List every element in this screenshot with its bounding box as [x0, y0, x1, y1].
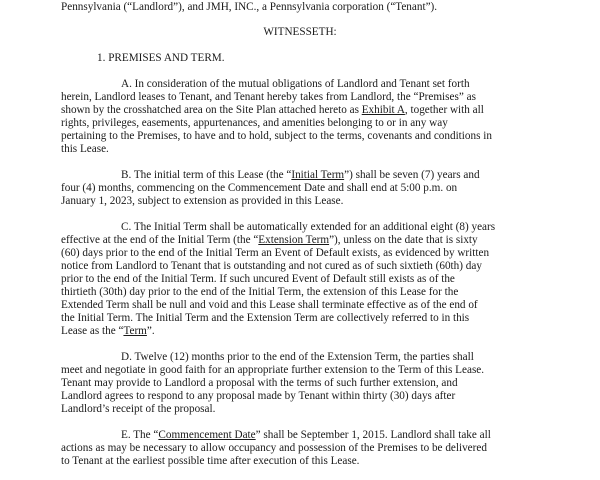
paragraph-a-line-4 [61, 116, 448, 130]
witnesseth-text: WITNESSETH: [263, 26, 337, 38]
paragraph-text: January 1, 2023, subject to extension as provided in this Lease. [61, 195, 344, 207]
paragraph-d-line-1 [121, 350, 474, 364]
preamble-text: Pennsylvania (“Landlord”), and JMH, INC., a Pennsylvania corporation (“Tenant”). [61, 1, 438, 13]
paragraph-a-line-3 [61, 103, 484, 117]
paragraph-text: ”. [146, 325, 155, 337]
paragraph-text: effective at the end of the Initial Term (the “ [61, 234, 259, 246]
paragraph-text: meet and negotiate in good faith for an appropriate further extension to the Term of this Lease. [61, 364, 485, 376]
paragraph-c-line-4 [61, 259, 482, 273]
paragraph-text: B. The initial term of this Lease (the “ [121, 169, 292, 181]
term-definition: Term [123, 325, 147, 337]
paragraph-c-line-7 [61, 298, 478, 312]
paragraph-text: thirtieth (30th) day prior to the end of the Initial Term, the extension of this Lease for the [61, 286, 459, 298]
paragraph-text: E. The “ [121, 429, 159, 441]
paragraph-c-line-9 [61, 324, 155, 338]
paragraph-c-line-5 [61, 272, 455, 286]
paragraph-c-line-3 [61, 246, 489, 260]
paragraph-text: C. The Initial Term shall be automatically extended for an additional eight (8) years [121, 221, 496, 233]
paragraph-c-line-1 [121, 220, 495, 234]
paragraph-a-line-1 [121, 77, 470, 91]
paragraph-b-line-1 [121, 168, 480, 182]
paragraph-text: notice from Landlord to Tenant that is outstanding and not cured as of such sixtieth (60th) day [61, 260, 482, 272]
paragraph-text: ” shall be September 1, 2015. Landlord shall take all [255, 429, 491, 441]
paragraph-a-line-6 [61, 142, 109, 156]
paragraph-text: prior to the end of the Initial Term. If such uncured Event of Default still exists as of the [61, 273, 455, 285]
section-heading [97, 51, 225, 65]
paragraph-d-line-5 [61, 402, 215, 416]
paragraph-d-line-2 [61, 363, 484, 377]
paragraph-text: the Initial Term. The Initial Term and the Extension Term are collectively referred to in this [61, 312, 470, 324]
paragraph-c-line-8 [61, 311, 469, 325]
paragraph-text: this Lease. [61, 143, 109, 155]
paragraph-b-line-2 [61, 181, 457, 195]
exhibit-a-reference: Exhibit A [361, 104, 405, 116]
paragraph-text: A. In consideration of the mutual obligations of Landlord and Tenant set forth [121, 78, 470, 90]
paragraph-c-line-6 [61, 285, 458, 299]
paragraph-text: Landlord’s receipt of the proposal. [61, 403, 216, 415]
paragraph-text: D. Twelve (12) months prior to the end of the Extension Term, the parties shall [121, 351, 474, 363]
preamble-line [61, 0, 437, 14]
paragraph-text: (60) days prior to the end of the Initial Term an Event of Default exists, as evidenced by written [61, 247, 490, 259]
paragraph-text: Landlord agrees to respond to any proposal made by Tenant within thirty (30) days after [61, 390, 456, 402]
paragraph-text: to Tenant at the earliest possible time after execution of this Lease. [61, 455, 360, 467]
paragraph-text: herein, Landlord leases to Tenant, and Tenant hereby takes from Landlord, the “Premises” as [61, 91, 476, 103]
section-heading-text: 1. PREMISES AND TERM. [97, 52, 225, 64]
paragraph-text: shown by the crosshatched area on the Site Plan attached hereto as [61, 104, 362, 116]
commencement-date-definition: Commencement Date [158, 429, 256, 441]
paragraph-d-line-4 [61, 389, 455, 403]
paragraph-c-line-2 [61, 233, 478, 247]
extension-term-definition: Extension Term [258, 234, 330, 246]
paragraph-text: ”) shall be seven (7) years and [344, 169, 480, 181]
paragraph-e-line-2 [61, 441, 487, 455]
paragraph-text: actions as may be necessary to allow occupancy and possession of the Premises to be delivered [61, 442, 487, 454]
paragraph-a-line-2 [61, 90, 476, 104]
paragraph-e-line-1 [121, 428, 491, 442]
paragraph-b-line-3 [61, 194, 343, 208]
paragraph-text: ”), unless on the date that is sixty [329, 234, 478, 246]
paragraph-text: four (4) months, commencing on the Commencement Date and shall end at 5:00 p.m. on [61, 182, 458, 194]
paragraph-d-line-3 [61, 376, 458, 390]
paragraph-text: Tenant may provide to Landlord a proposal with the terms of such further extension, and [61, 377, 458, 389]
paragraph-text: , together with all [404, 104, 484, 116]
paragraph-a-line-5 [61, 129, 492, 143]
initial-term-definition: Initial Term [291, 169, 345, 181]
paragraph-text: Lease as the “ [61, 325, 124, 337]
witnesseth-heading [0, 25, 600, 39]
paragraph-text: rights, privileges, easements, appurtenances, and amenities belonging to or in any way [61, 117, 448, 129]
paragraph-text: pertaining to the Premises, to have and to hold, subject to the terms, covenants and conditions in [61, 130, 492, 142]
paragraph-e-line-3 [61, 454, 359, 468]
paragraph-text: Extended Term shall be null and void and this Lease shall terminate effective as of the end of [61, 299, 478, 311]
